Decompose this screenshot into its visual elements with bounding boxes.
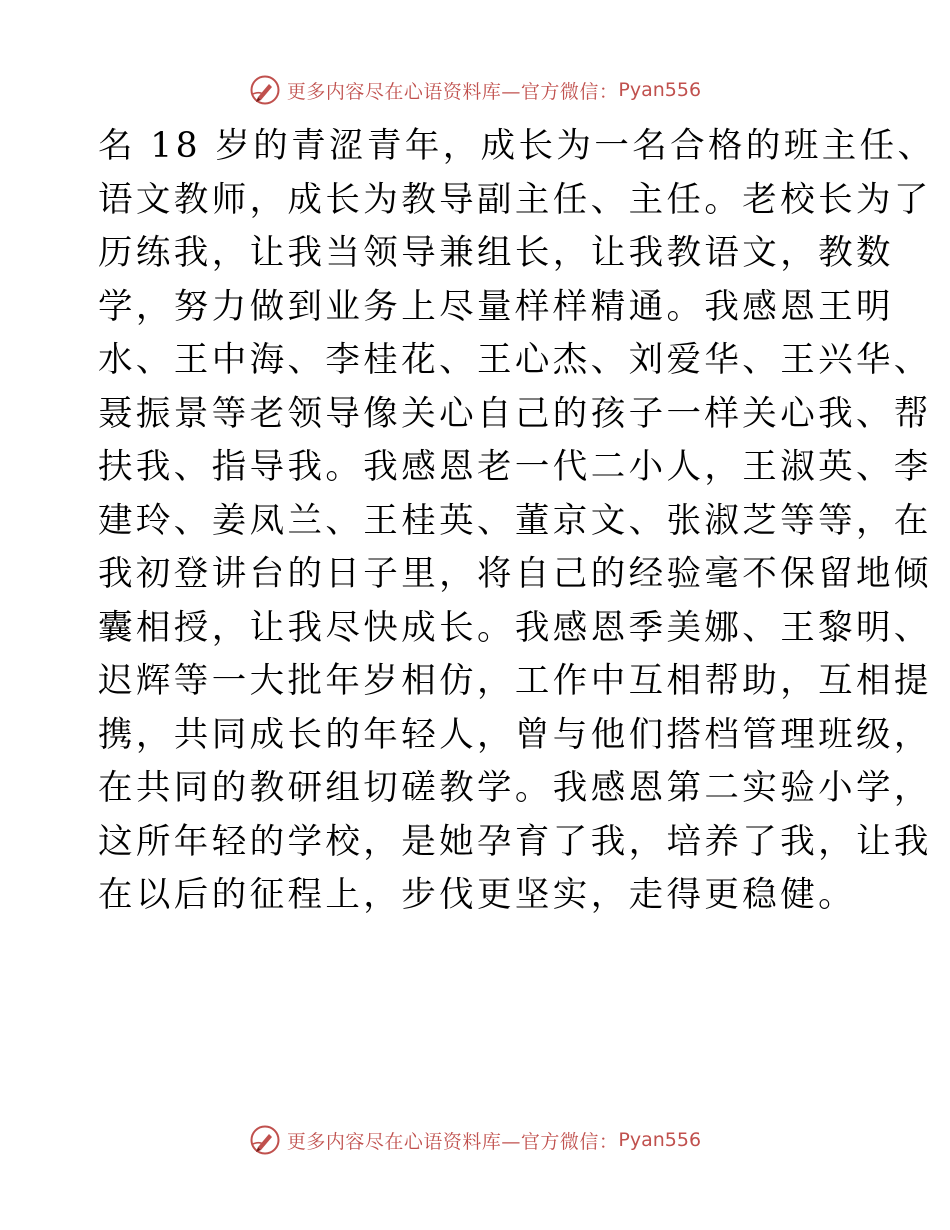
text-line: 历练我，让我当领导兼组长，让我教语文，教数 [98,233,894,273]
pen-circle-logo-icon [249,1124,281,1156]
text-line: 语文教师，成长为教导副主任、主任。老校长为了 [98,179,932,220]
footer-banner-wechat-id: Pyan556 [618,1129,702,1151]
text-line: 在以后的征程上，步伐更坚实，走得更稳健。 [98,875,856,915]
text-line: 水、王中海、李桂花、王心杰、刘爱华、王兴华、 [98,340,932,380]
text-line: 在共同的教研组切磋教学。我感恩第二实验小学， [98,768,932,808]
text-line: 携，共同成长的年轻人，曾与他们搭档管理班级， [98,714,932,755]
header-banner-wechat-id: Pyan556 [618,79,702,101]
header-banner-text: 更多内容尽在心语资料库—官方微信： [286,80,619,103]
text-line: 迟辉等一大批年岁相仿，工作中互相帮助，互相提 [98,661,932,701]
footer-banner [0,1120,950,1160]
text-line: 我初登讲台的日子里，将自己的经验毫不保留地倾 [98,554,932,594]
text-line: 建玲、姜凤兰、王桂英、董京文、张淑芝等等，在 [98,500,932,541]
text-line: 聂振景等老领导像关心自己的孩子一样关心我、帮 [98,393,932,434]
body-paragraph [98,120,936,923]
text-line: 名 18 岁的青涩青年，成长为一名合格的班主任、 [98,126,936,166]
text-line: 扶我、指导我。我感恩老一代二小人，王淑英、李 [98,447,932,487]
text-line: 囊相授，让我尽快成长。我感恩季美娜、王黎明、 [98,607,932,648]
footer-banner-text: 更多内容尽在心语资料库—官方微信： [286,1130,619,1153]
pen-circle-logo-icon [249,74,281,106]
header-banner [0,70,950,110]
text-line: 学，努力做到业务上尽量样样精通。我感恩王明 [98,286,894,327]
text-line: 这所年轻的学校，是她孕育了我，培养了我，让我 [98,821,932,862]
